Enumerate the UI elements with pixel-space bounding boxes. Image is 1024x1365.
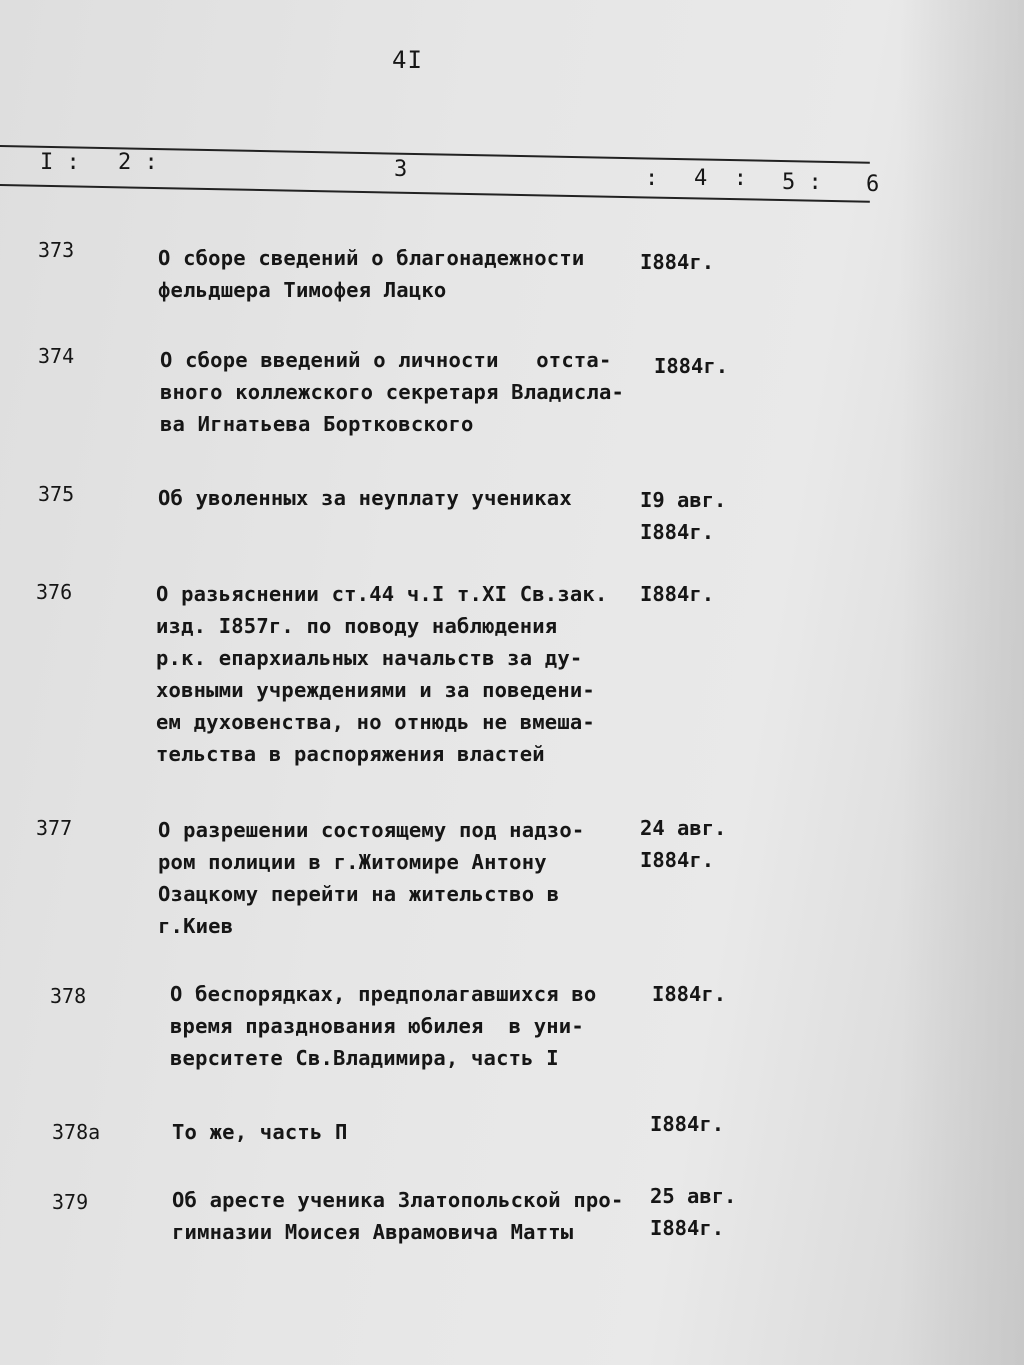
row-title: Об аресте ученика Златопольской про- гимназии Моисея Аврамовича Матты xyxy=(172,1188,624,1244)
page-edge-shadow xyxy=(900,0,1024,1365)
row-title: О разрешении состоящему под надзо- ром полиции в г.Житомире Антону Озацкому перейти на жительство в г.Киев xyxy=(158,818,585,938)
row-number: 373 xyxy=(38,238,75,262)
row-number: 378 xyxy=(50,984,87,1008)
row-number: 374 xyxy=(38,344,75,368)
row-title: О разьяснении ст.44 ч.I т.XI Св.зак. изд. I857г. по поводу наблюдения р.к. епархиальных начальств за ду- ховными учреждениями и за поведени- ем духовенства, но отнюдь не вмеша- тельства в распоряжения властей xyxy=(156,582,608,766)
row-date: 24 авг. I884г. xyxy=(640,816,727,872)
row-date: I884г. xyxy=(652,982,727,1006)
row-date: I884г. xyxy=(650,1112,725,1136)
row-date: I884г. xyxy=(640,582,715,606)
row-date: I9 авг. I884г. xyxy=(640,488,727,544)
row-title: Об уволенных за неуплату учениках xyxy=(158,486,572,510)
column-number-6: 6 xyxy=(866,172,880,197)
page-number: 4I xyxy=(392,46,423,74)
column-number-2: 2 : xyxy=(118,150,158,175)
row-number: 379 xyxy=(52,1190,89,1214)
column-number-3-sep: : xyxy=(645,166,659,191)
column-number-3: 3 xyxy=(394,157,408,182)
row-date: 25 авг. I884г. xyxy=(650,1184,737,1240)
row-title: То же, часть П xyxy=(172,1120,348,1144)
row-title: О беспорядках, предполагавшихся во время празднования юбилея в уни- верситете Св.Владимира, часть I xyxy=(170,982,597,1070)
row-number: 376 xyxy=(36,580,73,604)
row-number: 378а xyxy=(52,1120,101,1144)
row-number: 377 xyxy=(36,816,73,840)
column-number-5: 5 : xyxy=(782,170,822,195)
row-title: О сборе введений о личности отста- вного коллежского секретаря Владисла- ва Игнатьева Бортковского xyxy=(160,348,625,436)
row-date: I884г. xyxy=(640,250,715,274)
row-date: I884г. xyxy=(654,354,729,378)
row-number: 375 xyxy=(38,482,75,506)
row-title: О сборе сведений о благонадежности фельдшера Тимофея Лацко xyxy=(158,246,585,302)
column-number-1: I : xyxy=(40,150,80,175)
column-number-4: 4 : xyxy=(694,166,747,191)
